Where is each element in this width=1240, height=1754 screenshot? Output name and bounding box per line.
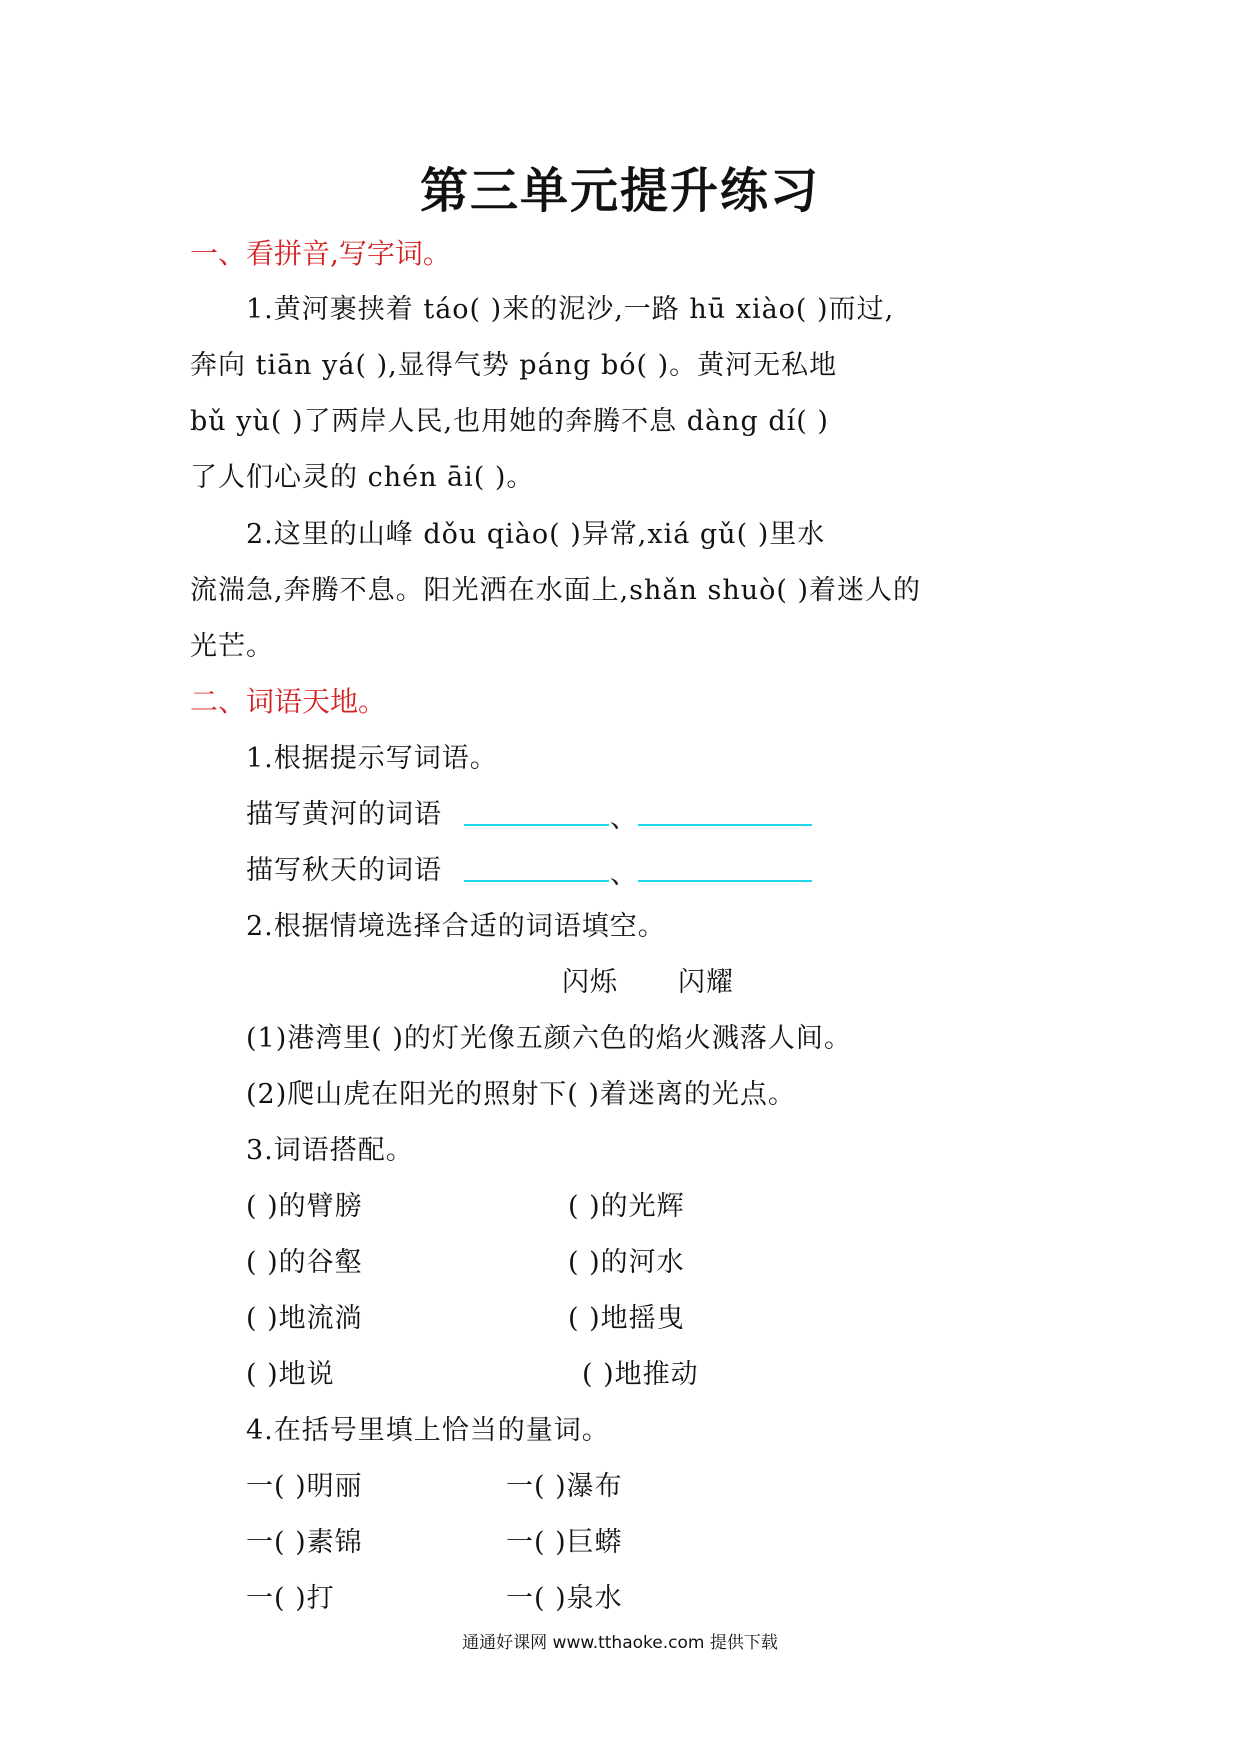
q3-pair-1-right: ( )的光辉 <box>568 1191 685 1222</box>
q1-row1-answer-line-1[interactable] <box>464 824 609 826</box>
s1-p1-line4: 了人们心灵的 chén āi( )。 <box>190 462 535 493</box>
q2-prompt: 2.根据情境选择合适的词语填空。 <box>246 911 666 942</box>
q3-pair-2-right: ( )的河水 <box>568 1247 685 1278</box>
q4-pair-3-left: 一( )打 <box>246 1583 335 1614</box>
s1-p1-line3: bǔ yù( )了两岸人民,也用她的奔腾不息 dàng dí( ) <box>190 406 829 437</box>
section-2-heading: 二、词语天地。 <box>190 685 387 718</box>
q4-prompt: 4.在括号里填上恰当的量词。 <box>246 1415 610 1446</box>
s1-p2-line2: 流湍急,奔腾不息。阳光洒在水面上,shǎn shuò( )着迷人的 <box>190 575 922 606</box>
q3-pair-3-left: ( )地流淌 <box>246 1303 363 1334</box>
s1-p2-line1: 2.这里的山峰 dǒu qiào( )异常,xiá gǔ( )里水 <box>246 519 826 550</box>
q4-pair-3-right: 一( )泉水 <box>506 1583 623 1614</box>
q2-sentence-2: (2)爬山虎在阳光的照射下( )着迷离的光点。 <box>246 1079 796 1110</box>
page-title: 第三单元提升练习 <box>419 163 820 219</box>
q4-pair-2-right: 一( )巨蟒 <box>506 1527 623 1558</box>
q4-pair-1-left: 一( )明丽 <box>246 1471 363 1502</box>
s1-p1-line1: 1.黄河裹挟着 táo( )来的泥沙,一路 hū xiào( )而过, <box>246 294 895 325</box>
q1-row1-separator: 、 <box>610 803 638 834</box>
section-1-heading: 一、看拼音,写字词。 <box>190 237 451 270</box>
q3-pair-4-right: ( )地推动 <box>582 1359 699 1390</box>
q1-prompt: 1.根据提示写词语。 <box>246 743 498 774</box>
q3-pair-4-left: ( )地说 <box>246 1359 335 1390</box>
q1-row2-answer-line-2[interactable] <box>638 880 812 882</box>
q3-pair-2-left: ( )的谷壑 <box>246 1247 363 1278</box>
q3-pair-3-right: ( )地摇曳 <box>568 1303 685 1334</box>
q4-pair-1-right: 一( )瀑布 <box>506 1471 623 1502</box>
q1-row2-answer-line-1[interactable] <box>464 880 609 882</box>
q2-option-2: 闪耀 <box>678 967 734 998</box>
footer: 通通好课网 www.tthaoke.com 提供下载 <box>462 1633 778 1653</box>
q1-row1-label: 描写黄河的词语 <box>246 799 442 830</box>
s1-p2-line3: 光芒。 <box>190 631 274 662</box>
q1-row2-label: 描写秋天的词语 <box>246 855 442 886</box>
q3-prompt: 3.词语搭配。 <box>246 1135 414 1166</box>
q3-pair-1-left: ( )的臂膀 <box>246 1191 363 1222</box>
q4-pair-2-left: 一( )素锦 <box>246 1527 363 1558</box>
q2-sentence-1: (1)港湾里( )的灯光像五颜六色的焰火溅落人间。 <box>246 1023 852 1054</box>
s1-p1-line2: 奔向 tiān yá( ),显得气势 páng bó( )。黄河无私地 <box>190 350 838 381</box>
q1-row2-separator: 、 <box>610 859 638 890</box>
q1-row1-answer-line-2[interactable] <box>638 824 812 826</box>
q2-option-1: 闪烁 <box>562 967 618 998</box>
